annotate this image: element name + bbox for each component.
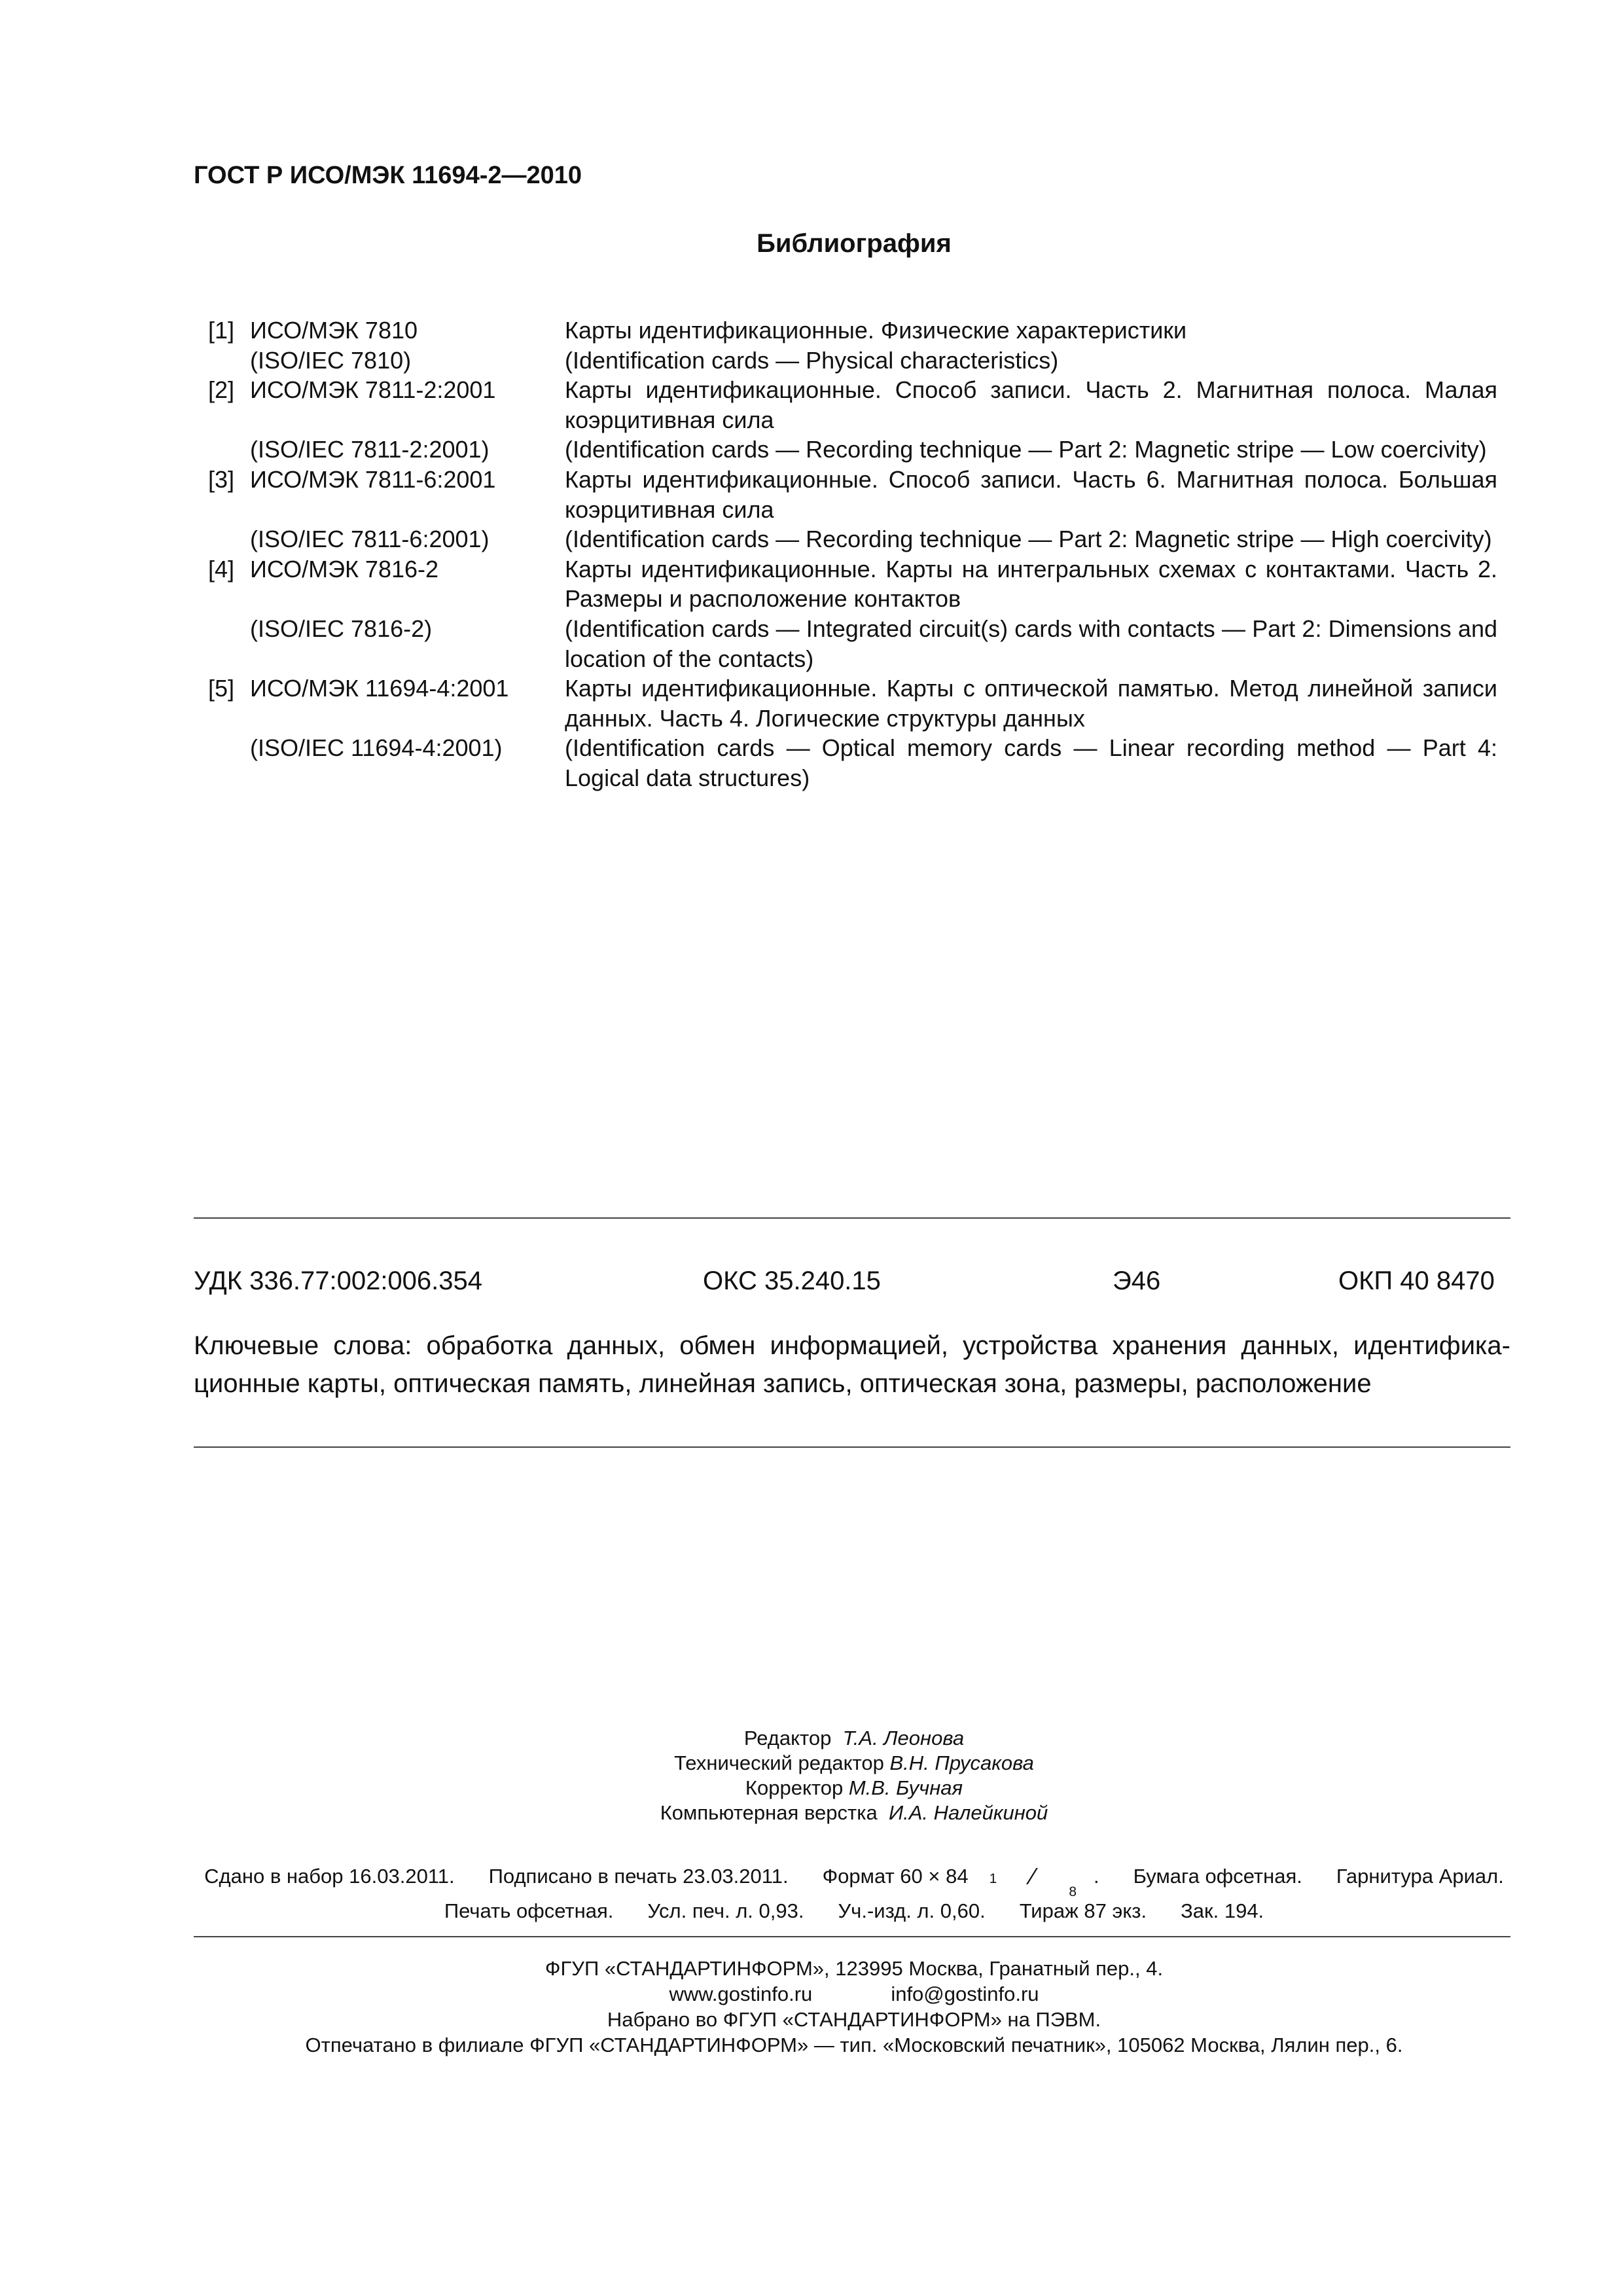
entry-code-en: (ISO/IEC 11694-4:2001) — [250, 734, 503, 762]
entry-code-ru: ИСО/МЭК 7816-2 — [250, 555, 439, 583]
bibliography-entry-en — [208, 435, 1497, 465]
bibliography-entry-ru — [208, 673, 1497, 733]
entry-code-en: (ISO/IEC 7811-2:2001) — [250, 436, 490, 463]
bibliography-title: Библиография — [757, 229, 952, 258]
divider-bottom — [194, 1936, 1510, 1937]
publication-line-1 — [0, 1863, 1623, 1899]
divider-middle — [194, 1446, 1510, 1448]
entry-number: [2] — [208, 376, 235, 404]
print-sheets: Усл. печ. л. 0,93. — [647, 1899, 804, 1922]
oks-code: ОКС 35.240.15 — [703, 1266, 881, 1295]
document-code: ГОСТ Р ИСО/МЭК 11694-2—2010 — [194, 162, 582, 189]
font-type: Гарнитура Ариал. — [1336, 1865, 1504, 1888]
paper-type: Бумага офсетная. — [1133, 1865, 1302, 1888]
credit-layout: Компьютерная верстка И.А. Налейкиной — [660, 1801, 1048, 1824]
bibliography-entry-ru — [208, 465, 1497, 524]
bibliography-entry-en — [208, 524, 1497, 554]
signed-date: Подписано в печать 23.03.2011. — [488, 1865, 789, 1888]
okp-code: ОКП 40 8470 — [1338, 1266, 1495, 1295]
entry-code-ru: ИСО/МЭК 7811-6:2001 — [250, 465, 496, 493]
entry-title-ru: Карты идентификационные. Карты с оптической памятью. Метод линейной записи данных. Часть 4. Логические структуры данных — [565, 675, 1497, 732]
bibliography-entry-ru — [208, 554, 1497, 614]
credits-block — [0, 1726, 1623, 1825]
submitted-date: Сдано в набор 16.03.2011. — [204, 1865, 455, 1888]
entry-code-en: (ISO/IEC 7810) — [250, 346, 412, 374]
entry-title-ru: Карты идентификационные. Карты на интегральных схемах с контактами. Часть 2. Размеры и расположение контактов — [565, 555, 1497, 613]
website-link[interactable]: www.gostinfo.ru — [669, 1982, 813, 2005]
entry-code-en: (ISO/IEC 7816-2) — [250, 615, 433, 642]
keywords: Ключевые слова: обработка данных, обмен информацией, устройства хранения данных, идентификационные карты, оптическая память, линейная запись, оптическая зона, размеры, расположение — [194, 1331, 1510, 1398]
entry-title-en: (Identification cards — Recording technique — Part 2: Magnetic stripe — High coercivity) — [565, 526, 1492, 553]
bibliography-entry-ru — [208, 375, 1497, 435]
entry-number: [3] — [208, 465, 235, 493]
order-number: Зак. 194. — [1181, 1899, 1264, 1922]
entry-title-ru: Карты идентификационные. Физические характеристики — [565, 317, 1187, 344]
format-info: Формат 60 × 84 1 ⁄8. — [822, 1863, 1099, 1899]
udk-code: УДК 336.77:002:006.354 — [194, 1266, 483, 1295]
imprint-block — [0, 1956, 1623, 2058]
entry-code-ru: ИСО/МЭК 7810 — [250, 317, 418, 344]
entry-title-en: (Identification cards — Optical memory cards — Linear recording method — Part 4: Logical data structures) — [565, 734, 1497, 791]
publisher-address: ФГУП «СТАНДАРТИНФОРМ», 123995 Москва, Гранатный пер., 4. — [544, 1957, 1164, 1980]
entry-code-ru: ИСО/МЭК 11694-4:2001 — [250, 675, 509, 702]
email-link[interactable]: info@gostinfo.ru — [891, 1982, 1039, 2005]
entry-title-ru: Карты идентификационные. Способ записи. Часть 2. Магнитная полоса. Малая коэрцитивная сила — [565, 376, 1497, 433]
bibliography-list — [208, 315, 1497, 793]
publication-sheets: Уч.-изд. л. 0,60. — [838, 1899, 986, 1922]
credit-corrector: Корректор М.В. Бучная — [745, 1776, 963, 1799]
credit-tech-editor: Технический редактор В.Н. Прусакова — [674, 1751, 1034, 1774]
entry-number: [5] — [208, 675, 235, 702]
entry-number: [4] — [208, 555, 235, 583]
circulation: Тираж 87 экз. — [1019, 1899, 1147, 1922]
divider-top — [194, 1217, 1510, 1219]
entry-title-en: (Identification cards — Recording technique — Part 2: Magnetic stripe — Low coercivity) — [565, 436, 1487, 463]
entry-code-en: (ISO/IEC 7811-6:2001) — [250, 526, 490, 553]
print-type: Печать офсетная. — [444, 1899, 614, 1922]
publication-line-2 — [0, 1899, 1623, 1923]
bibliography-entry-en — [208, 614, 1497, 673]
entry-title-en: (Identification cards — Physical characteristics) — [565, 346, 1059, 374]
entry-title-ru: Карты идентификационные. Способ записи. Часть 6. Магнитная полоса. Большая коэрцитивная сила — [565, 465, 1497, 523]
bibliography-entry-en — [208, 733, 1497, 793]
bibliography-entry-en — [208, 346, 1497, 376]
credit-editor: Редактор Т.А. Леонова — [743, 1727, 965, 1749]
entry-code-ru: ИСО/МЭК 7811-2:2001 — [250, 376, 496, 404]
e-code: Э46 — [1113, 1266, 1161, 1295]
entry-title-en: (Identification cards — Integrated circuit(s) cards with contacts — Part 2: Dimensions and location of the contacts) — [565, 615, 1497, 672]
bibliography-entry-ru — [208, 315, 1497, 346]
typeset-info: Набрано во ФГУП «СТАНДАРТИНФОРМ» на ПЭВМ. — [607, 2008, 1101, 2031]
contact-line — [0, 1981, 1623, 2007]
printed-info: Отпечатано в филиале ФГУП «СТАНДАРТИНФОРМ» — тип. «Московский печатник», 105062 Москва, Лялин пер., 6. — [305, 2034, 1403, 2056]
entry-number: [1] — [208, 317, 235, 344]
